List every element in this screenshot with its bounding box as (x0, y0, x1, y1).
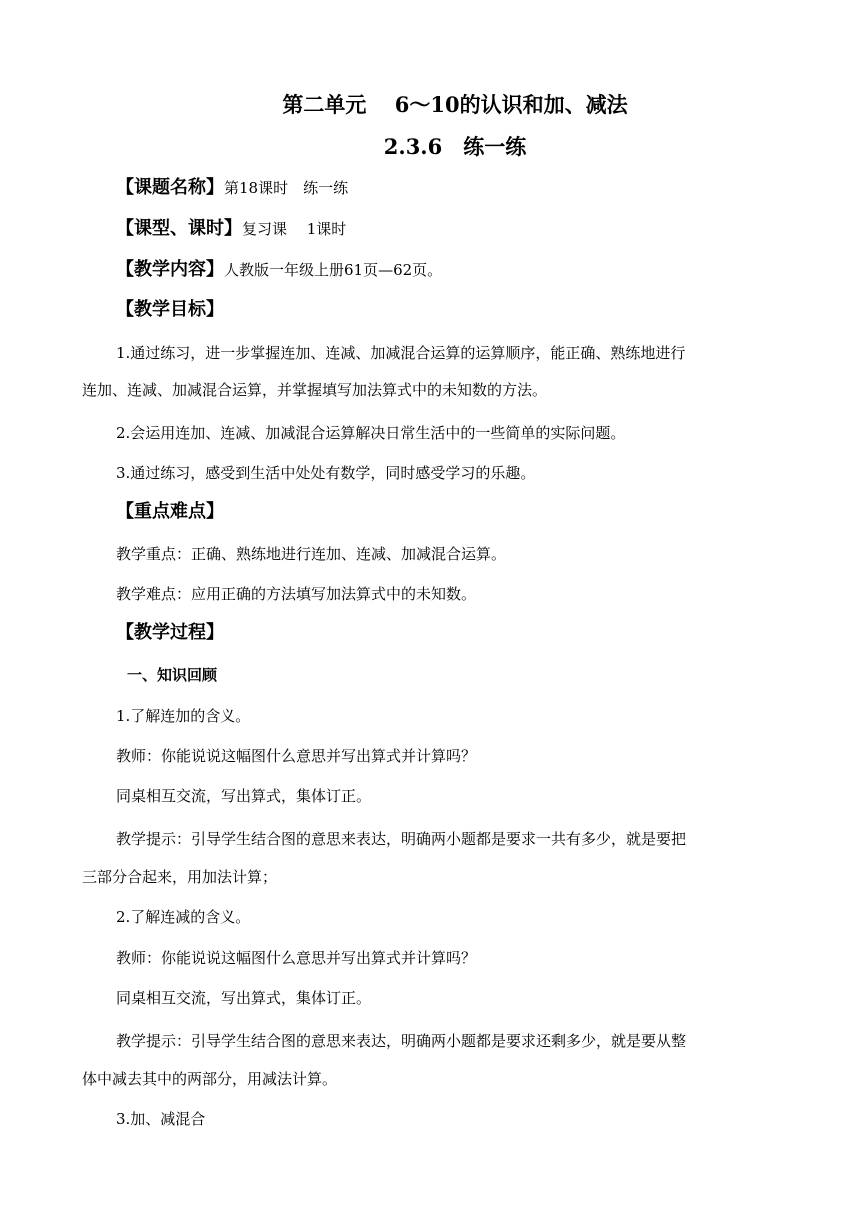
process-p2: 教师：你能说说这幅图什么意思并写出算式并计算吗？ (116, 747, 477, 765)
process-p6: 教师：你能说说这幅图什么意思并写出算式并计算吗？ (116, 949, 477, 967)
unit-title: 第二单元 6～10的认识和加、减法 (282, 92, 628, 117)
content-label: 【教学内容】 (116, 259, 224, 280)
course-type-value: 复习课 1课时 (242, 220, 347, 238)
process-p4-line-1: 教学提示：引导学生结合图的意思来表达，明确两小题都是要求一共有多少，就是要把 (116, 830, 687, 848)
goal-1-line-1: 1.通过练习，进一步掌握连加、连减、加减混合运算的运算顺序，能正确、熟练地进行 (116, 344, 686, 362)
process-p8-line-2: 体中减去其中的两部分，用减法计算。 (82, 1070, 338, 1088)
course-name-label: 【课题名称】 (116, 177, 224, 198)
process-heading: 【教学过程】 (116, 622, 224, 643)
difficulty-text: 教学难点：应用正确的方法填写加法算式中的未知数。 (116, 585, 477, 603)
goals-heading: 【教学目标】 (116, 299, 224, 320)
course-type-label: 【课型、课时】 (116, 218, 242, 239)
goal-3: 3.通过练习，感受到生活中处处有数学，同时感受学习的乐趣。 (116, 464, 536, 482)
process-p4-line-2: 三部分合起来，用加法计算； (82, 868, 278, 886)
lesson-title: 2.3.6 练一练 (383, 134, 527, 159)
process-p3: 同桌相互交流，写出算式，集体订正。 (116, 787, 372, 805)
content-row (116, 258, 442, 282)
process-p8-line-1: 教学提示：引导学生结合图的意思来表达，明确两小题都是要求还剩多少，就是要从整 (116, 1032, 687, 1050)
process-p7: 同桌相互交流，写出算式，集体订正。 (116, 989, 372, 1007)
process-p1: 1.了解连加的含义。 (116, 707, 251, 725)
key-points-heading: 【重点难点】 (116, 501, 224, 522)
course-name-row (116, 176, 348, 200)
process-p9: 3.加、减混合 (116, 1110, 206, 1128)
goal-2: 2.会运用连加、连减、加减混合运算解决日常生活中的一些简单的实际问题。 (116, 424, 626, 442)
course-type-row (116, 217, 346, 241)
focus-text: 教学重点：正确、熟练地进行连加、连减、加减混合运算。 (116, 545, 507, 563)
course-name-value: 第18课时 练一练 (224, 179, 349, 197)
section-review-heading: 一、知识回顾 (127, 666, 218, 684)
content-value: 人教版一年级上册61页—62页。 (224, 261, 443, 279)
process-p5: 2.了解连减的含义。 (116, 908, 251, 926)
goal-1-line-2: 连加、连减、加减混合运算，并掌握填写加法算式中的未知数的方法。 (82, 381, 548, 399)
